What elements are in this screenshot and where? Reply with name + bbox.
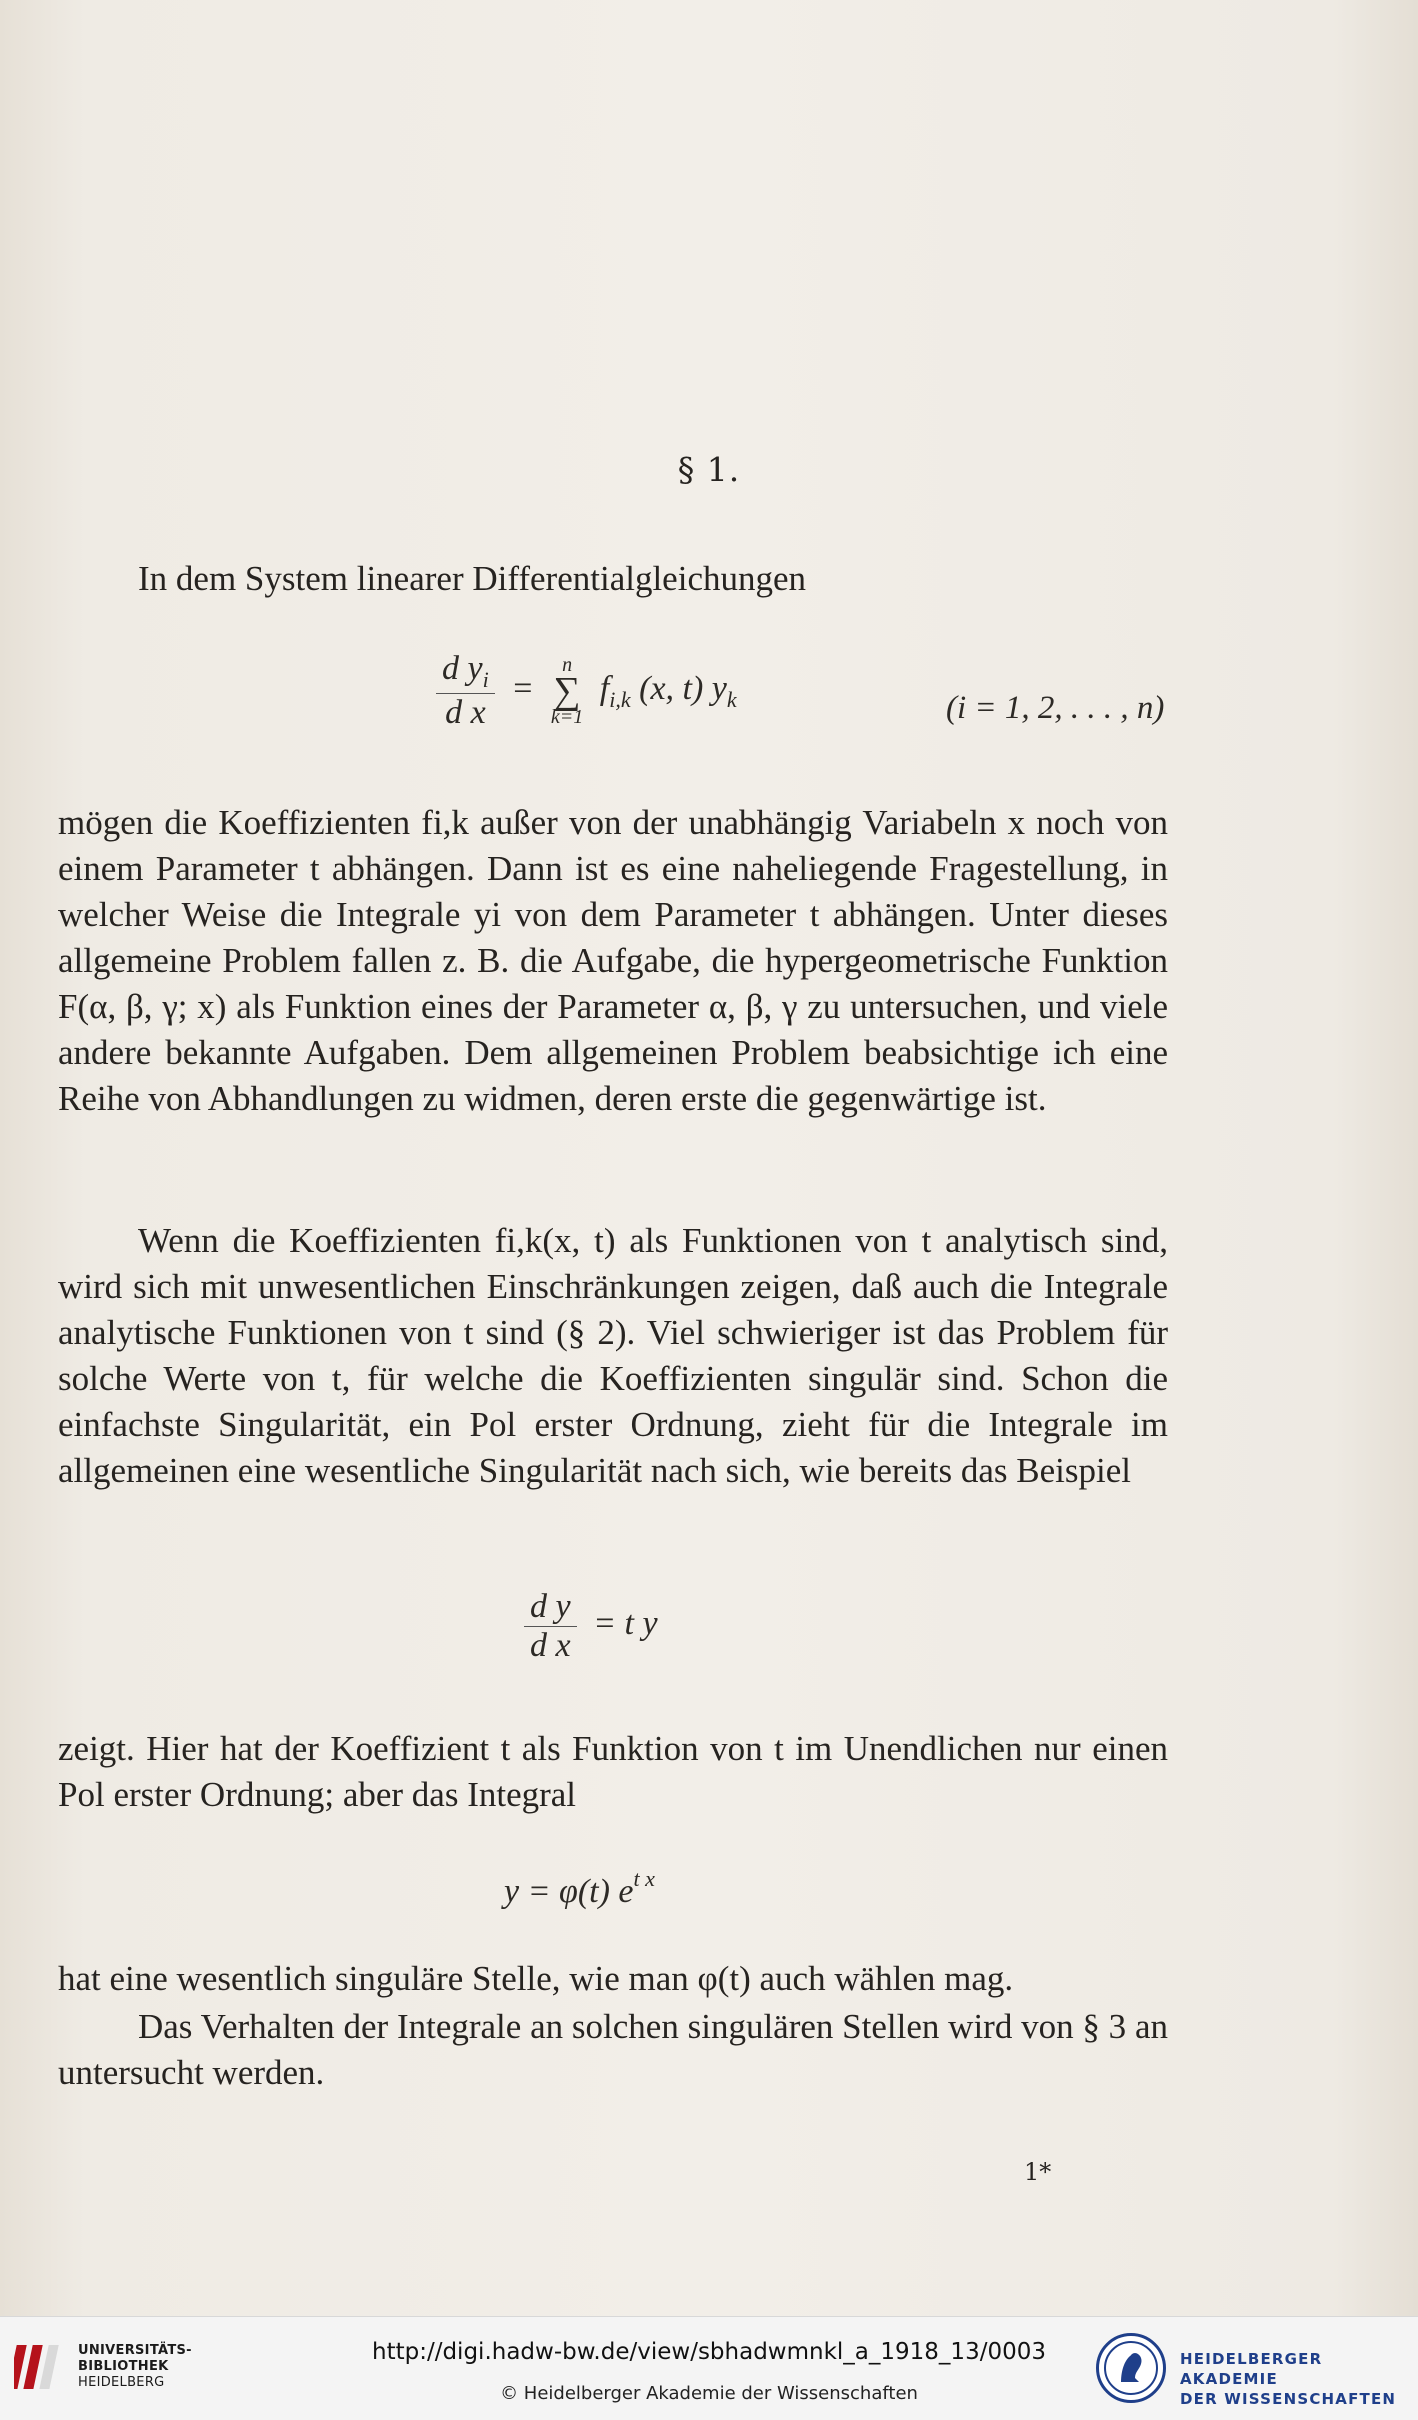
paragraph-5: hat eine wesentlich singuläre Stelle, wie man φ(t) auch wählen mag. (58, 1959, 1014, 1998)
equation-1: $\frac{d y_i}{\text{d x}}$ = n ∑ k=1 $f_{i,k}$ (x, t) $y_k$ (436, 650, 737, 732)
paragraph-6: Das Verhalten der Integrale an solchen singulären Stellen wird von § 3 an untersucht werden. (58, 2007, 1168, 2092)
library-logo-text: UNIVERSITÄTS- BIBLIOTHEK HEIDELBERG (78, 2343, 192, 2390)
copyright-notice: © Heidelberger Akademie der Wissenschaften (500, 2383, 918, 2404)
equation-3: y = φ(t) $e^{t x}$ (504, 1866, 655, 1910)
equation-2-fraction: $\frac{\text{d y}}{\text{d x}}$ (524, 1588, 577, 1665)
equation-2: $\frac{\text{d y}}{\text{d x}}$ = t y (524, 1588, 658, 1665)
academy-logo[interactable] (1096, 2333, 1406, 2408)
page-number: 1* (1024, 2158, 1052, 2186)
summation-symbol: n ∑ k=1 (550, 654, 584, 728)
paragraph-intro: In dem System linearer Differentialgleichungen (138, 559, 807, 598)
equation-1-rhs: $f_{i,k}$ (x, t) $y_k$ (599, 669, 737, 712)
permalink-url[interactable]: http://digi.hadw-bw.de/view/sbhadwmnkl_a_1918_13/0003 (372, 2339, 1046, 2365)
academy-logo-text: HEIDELBERGER AKADEMIE DER WISSENSCHAFTEN (1180, 2350, 1397, 2408)
paragraph-4: zeigt. Hier hat der Koeffizient t als Funktion von t im Unendlichen nur einen Pol erster Ordnung; aber das Integral (58, 1729, 1168, 1814)
equation-1-range: (i = 1, 2, . . . , n) (946, 690, 1165, 726)
equation-1-lhs: $\frac{d y_i}{\text{d x}}$ (436, 650, 495, 732)
paragraph-2: mögen die Koeffizienten fi,k außer von der unabhängig Variabeln x noch von einem Parameter t abhängen. Dann ist es eine naheliegende Fragestellung, in welcher Weise die Integrale yi von dem Parameter t abhängen. Unter dieses allgemeine Problem fallen z. B. die Aufgabe, die hypergeometrische Funktion F(α, β, γ; x) als Funktion eines der Parameter α, β, γ zu untersuchen, und viele andere bekannte Aufgaben. Dem allgemeinen Problem beabsichtige ich eine Reihe von Abhandlungen zu widmen, deren erste die gegenwärtige ist. (58, 803, 1168, 1118)
viewer-footer (0, 2316, 1418, 2420)
paragraph-3: Wenn die Koeffizienten fi,k(x, t) als Funktionen von t analytisch sind, wird sich mit unwesentlichen Einschränkungen zeigen, daß auch die Integrale analytische Funktionen von t sind (§ 2). Viel schwieriger ist das Problem für solche Werte von t, für welche die Koeffizienten singulär sind. Schon die einfachste Singularität, ein Pol erster Ordnung, zieht für die Integrale im allgemeinen eine wesentliche Singularität nach sich, wie bereits das Beispiel (58, 1221, 1168, 1490)
section-heading: § 1. (677, 450, 741, 489)
academy-seal-icon (1096, 2333, 1166, 2403)
